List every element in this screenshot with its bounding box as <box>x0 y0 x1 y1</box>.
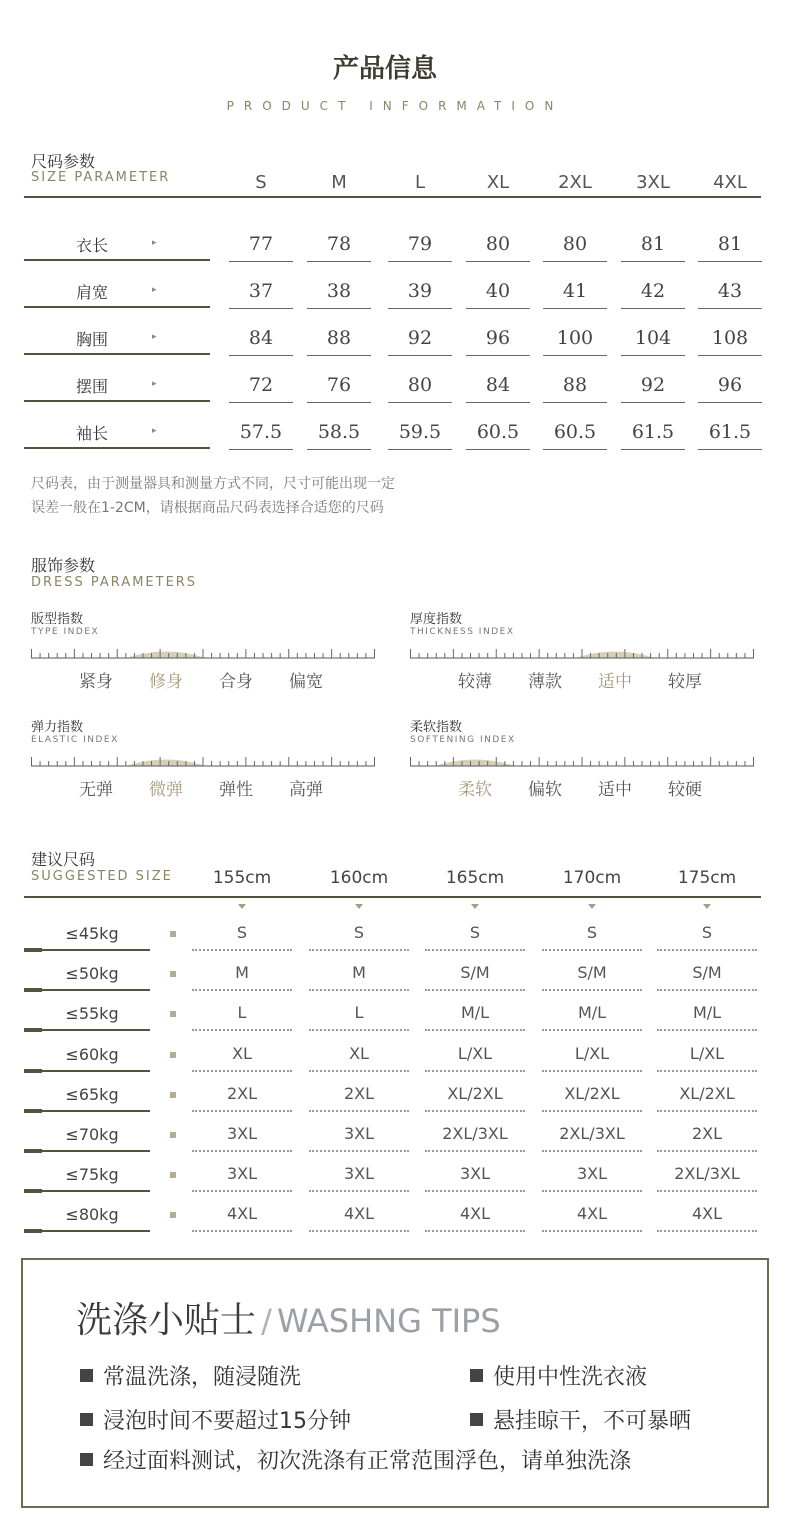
size-cell: 61.5 <box>708 421 752 443</box>
index-option: 较厚 <box>668 672 702 692</box>
index-option: 偏宽 <box>289 672 323 692</box>
size-cell-underline <box>229 261 293 262</box>
weight-label: ≤70kg <box>65 1125 119 1144</box>
suggested-cell: XL <box>232 1043 252 1063</box>
suggested-cell-dots <box>309 989 409 991</box>
row-arrow-icon: ▸ <box>152 332 157 342</box>
row-arrow-icon: ▸ <box>152 426 157 436</box>
page-subtitle: PRODUCT INFORMATION <box>226 99 564 113</box>
size-cell: 88 <box>326 327 352 349</box>
suggested-cell: 2XL/3XL <box>674 1164 740 1184</box>
suggested-cell-dots <box>657 1070 757 1072</box>
size-row-underline <box>24 353 210 355</box>
suggested-cell: 4XL <box>691 1204 723 1224</box>
weight-underline-accent <box>24 1109 42 1113</box>
row-bullet-icon <box>170 1011 176 1017</box>
index-title: 弹力指数 <box>31 720 84 735</box>
size-cell-underline <box>621 449 685 450</box>
suggested-divider <box>24 896 761 898</box>
size-cell-underline <box>698 355 762 356</box>
washing-heading <box>76 1292 501 1343</box>
index-selected-mark <box>435 760 515 767</box>
chevron-down-icon <box>355 904 363 909</box>
index-subtitle: ELASTIC INDEX <box>31 735 119 745</box>
size-cell-underline <box>543 308 607 309</box>
suggested-cell: 2XL <box>226 1083 258 1103</box>
suggested-cell: L <box>237 1003 247 1023</box>
size-cell-underline <box>621 355 685 356</box>
suggested-cell-dots <box>309 1230 409 1232</box>
suggested-subtitle: SUGGESTED SIZE <box>31 869 173 884</box>
size-cell-underline <box>466 449 530 450</box>
chevron-down-icon <box>471 904 479 909</box>
index-title: 厚度指数 <box>410 612 463 627</box>
weight-underline <box>24 1029 150 1031</box>
size-cell: 81 <box>717 233 743 255</box>
tip-bullet-icon <box>80 1453 93 1466</box>
tip-bullet-icon <box>80 1413 93 1426</box>
index-option: 柔软 <box>458 780 492 800</box>
washing-tip: 浸泡时间不要超过15分钟 <box>103 1409 351 1434</box>
size-header-3xl: 3XL <box>636 172 670 193</box>
washing-slash: / <box>261 1302 272 1340</box>
suggested-cell-dots <box>309 1150 409 1152</box>
weight-label: ≤75kg <box>65 1165 119 1185</box>
tip-bullet-icon <box>80 1369 93 1382</box>
suggested-cell: 4XL <box>576 1204 608 1224</box>
suggested-cell: 2XL/3XL <box>559 1124 625 1143</box>
suggested-cell: S <box>236 923 248 942</box>
size-cell-underline <box>229 308 293 309</box>
suggested-cell: S/M <box>577 963 607 983</box>
size-cell-underline <box>698 308 762 309</box>
size-cell-underline <box>621 402 685 403</box>
suggested-cell: XL <box>349 1043 369 1063</box>
weight-underline <box>24 1110 150 1112</box>
suggested-cell: 2XL <box>343 1083 375 1103</box>
chevron-down-icon <box>588 904 596 909</box>
suggested-cell: S/M <box>460 963 490 983</box>
size-cell: 76 <box>326 374 352 396</box>
row-bullet-icon <box>170 1212 176 1218</box>
index-scale <box>410 753 754 767</box>
row-bullet-icon <box>170 1132 176 1138</box>
suggested-cell-dots <box>192 1070 292 1072</box>
suggested-cell: M/L <box>692 1003 722 1023</box>
size-cell: 42 <box>640 280 666 302</box>
index-scale <box>31 753 375 767</box>
index-scale <box>410 645 754 659</box>
suggested-cell-dots <box>309 949 409 951</box>
index-subtitle: SOFTENING INDEX <box>410 735 516 745</box>
weight-label: ≤50kg <box>65 964 119 984</box>
suggested-cell: 4XL <box>459 1204 491 1224</box>
size-cell-underline <box>543 402 607 403</box>
washing-tip: 悬挂晾干，不可暴晒 <box>493 1409 692 1434</box>
size-row-label: 肩宽 <box>75 283 108 302</box>
suggested-cell: 3XL <box>459 1164 491 1184</box>
height-header: 165cm <box>445 868 505 888</box>
size-cell: 59.5 <box>398 421 442 443</box>
weight-underline-accent <box>24 988 42 992</box>
suggested-cell: S <box>353 923 365 942</box>
size-cell-underline <box>543 449 607 450</box>
suggested-cell: M/L <box>577 1003 607 1023</box>
size-cell-underline <box>698 449 762 450</box>
size-cell: 96 <box>485 327 511 349</box>
index-scale <box>31 645 375 659</box>
size-row-label: 衣长 <box>75 236 108 255</box>
index-title: 版型指数 <box>31 612 84 627</box>
suggested-cell-dots <box>425 1150 525 1152</box>
row-bullet-icon <box>170 931 176 937</box>
size-cell: 104 <box>634 327 672 349</box>
size-param-subtitle: SIZE PARAMETER <box>31 170 171 185</box>
suggested-cell: L/XL <box>574 1043 610 1063</box>
weight-label: ≤55kg <box>65 1004 119 1024</box>
index-option: 修身 <box>149 672 183 692</box>
size-cell-underline <box>621 261 685 262</box>
row-bullet-icon <box>170 1052 176 1058</box>
weight-underline-accent <box>24 1189 42 1193</box>
index-option: 较薄 <box>458 672 492 692</box>
size-header-l: L <box>414 172 426 193</box>
index-option: 适中 <box>598 672 632 692</box>
suggested-cell-dots <box>309 1110 409 1112</box>
size-cell: 72 <box>248 374 274 396</box>
index-option: 偏软 <box>528 780 562 800</box>
size-cell-underline <box>466 308 530 309</box>
suggested-cell-dots <box>192 1150 292 1152</box>
suggested-cell: 4XL <box>226 1204 258 1224</box>
weight-underline <box>24 989 150 991</box>
size-cell-underline <box>466 402 530 403</box>
suggested-cell-dots <box>542 1110 642 1112</box>
size-cell: 37 <box>248 280 274 302</box>
size-note-line2: 误差一般在1-2CM，请根据商品尺码表选择合适您的尺码 <box>31 500 384 516</box>
size-cell: 60.5 <box>476 421 520 443</box>
index-option: 较硬 <box>668 780 702 800</box>
size-cell: 80 <box>407 374 433 396</box>
size-cell-underline <box>307 355 371 356</box>
size-cell-underline <box>307 402 371 403</box>
suggested-cell-dots <box>425 1110 525 1112</box>
row-arrow-icon: ▸ <box>152 285 157 295</box>
suggested-cell-dots <box>192 1190 292 1192</box>
suggested-cell: S <box>586 923 598 942</box>
size-cell: 96 <box>717 374 743 396</box>
size-cell-underline <box>307 308 371 309</box>
suggested-cell-dots <box>542 1029 642 1031</box>
suggested-cell: S/M <box>692 963 722 983</box>
size-cell-underline <box>229 449 293 450</box>
suggested-cell-dots <box>542 949 642 951</box>
size-cell: 108 <box>711 327 749 349</box>
index-selected-mark <box>575 652 655 659</box>
size-cell: 79 <box>407 233 433 255</box>
suggested-cell: L <box>354 1003 364 1023</box>
size-row-underline <box>24 447 210 449</box>
suggested-cell-dots <box>425 989 525 991</box>
weight-label: ≤60kg <box>65 1044 119 1064</box>
suggested-cell-dots <box>657 949 757 951</box>
size-cell: 88 <box>562 374 588 396</box>
weight-label: ≤65kg <box>65 1084 119 1104</box>
size-cell: 81 <box>640 233 666 255</box>
washing-tips-box <box>21 1258 769 1508</box>
size-row-underline <box>24 400 210 402</box>
size-cell: 84 <box>485 374 511 396</box>
washing-tip: 经过面料测试，初次洗涤有正常范围浮色，请单独洗涤 <box>103 1449 632 1474</box>
suggested-cell-dots <box>192 989 292 991</box>
suggested-cell-dots <box>657 1029 757 1031</box>
size-row-underline <box>24 306 210 308</box>
size-cell-underline <box>229 355 293 356</box>
size-cell: 77 <box>248 233 274 255</box>
chevron-down-icon <box>238 904 246 909</box>
index-option: 适中 <box>598 780 632 800</box>
size-cell: 80 <box>485 233 511 255</box>
suggested-cell: 3XL <box>226 1124 258 1143</box>
suggested-cell-dots <box>425 1070 525 1072</box>
size-cell: 78 <box>326 233 352 255</box>
size-row-label: 胸围 <box>75 330 108 349</box>
suggested-cell: 2XL <box>691 1124 723 1143</box>
weight-underline <box>24 1230 150 1232</box>
size-cell: 60.5 <box>553 421 597 443</box>
size-cell-underline <box>388 355 452 356</box>
weight-underline <box>24 1190 150 1192</box>
weight-underline-accent <box>24 1149 42 1153</box>
index-title: 柔软指数 <box>410 720 463 735</box>
suggested-cell: M <box>352 963 366 983</box>
suggested-cell: L/XL <box>457 1043 493 1063</box>
size-cell-underline <box>388 308 452 309</box>
suggested-cell: XL/2XL <box>447 1083 503 1103</box>
row-bullet-icon <box>170 971 176 977</box>
size-cell: 58.5 <box>317 421 361 443</box>
washing-tip: 常温洗涤，随浸随洗 <box>103 1365 302 1390</box>
size-cell: 57.5 <box>239 421 283 443</box>
chevron-down-icon <box>703 904 711 909</box>
size-cell: 92 <box>407 327 433 349</box>
height-header: 170cm <box>562 868 622 888</box>
index-option: 薄款 <box>528 672 562 692</box>
weight-underline-accent <box>24 1028 42 1032</box>
size-cell-underline <box>543 261 607 262</box>
suggested-cell: 2XL/3XL <box>442 1124 508 1143</box>
weight-underline-accent <box>24 1069 42 1073</box>
weight-underline <box>24 1070 150 1072</box>
suggested-cell-dots <box>657 1230 757 1232</box>
size-row-label: 袖长 <box>75 424 108 443</box>
index-option: 弹性 <box>219 780 253 800</box>
size-cell-underline <box>698 261 762 262</box>
row-bullet-icon <box>170 1092 176 1098</box>
size-param-title: 尺码参数 <box>31 152 96 171</box>
suggested-cell: M <box>235 963 249 983</box>
suggested-cell: 3XL <box>226 1164 258 1184</box>
suggested-cell: L/XL <box>689 1043 725 1063</box>
height-header: 175cm <box>677 868 737 888</box>
size-cell-underline <box>543 355 607 356</box>
row-arrow-icon: ▸ <box>152 379 157 389</box>
washing-title-en: WASHNG TIPS <box>276 1302 501 1340</box>
suggested-cell-dots <box>192 949 292 951</box>
size-header-m: M <box>331 172 347 193</box>
size-row-underline <box>24 259 210 261</box>
index-option: 无弹 <box>79 780 113 800</box>
suggested-cell-dots <box>309 1190 409 1192</box>
suggested-cell: 3XL <box>343 1124 375 1143</box>
suggested-cell: 3XL <box>343 1164 375 1184</box>
size-cell: 43 <box>717 280 743 302</box>
suggested-cell-dots <box>657 1110 757 1112</box>
size-cell-underline <box>388 402 452 403</box>
size-cell: 100 <box>556 327 594 349</box>
weight-underline-accent <box>24 948 42 952</box>
size-cell-underline <box>466 261 530 262</box>
suggested-cell: 3XL <box>576 1164 608 1184</box>
size-cell: 40 <box>485 280 511 302</box>
suggested-cell-dots <box>657 1190 757 1192</box>
suggested-cell-dots <box>657 1150 757 1152</box>
size-cell-underline <box>388 449 452 450</box>
suggested-cell: S <box>701 923 713 942</box>
size-cell: 80 <box>562 233 588 255</box>
size-header-s: S <box>255 172 267 193</box>
size-cell-underline <box>388 261 452 262</box>
suggested-cell-dots <box>542 1150 642 1152</box>
suggested-cell-dots <box>425 949 525 951</box>
tip-bullet-icon <box>470 1413 483 1426</box>
suggested-cell: XL/2XL <box>679 1083 735 1103</box>
suggested-cell-dots <box>425 1029 525 1031</box>
suggested-cell: 4XL <box>343 1204 375 1224</box>
suggested-cell-dots <box>657 989 757 991</box>
index-option: 微弹 <box>149 780 183 800</box>
dress-param-subtitle: DRESS PARAMETERS <box>31 575 198 590</box>
size-cell: 92 <box>640 374 666 396</box>
suggested-cell-dots <box>542 1230 642 1232</box>
index-subtitle: THICKNESS INDEX <box>410 627 515 637</box>
index-subtitle: TYPE INDEX <box>31 627 100 637</box>
height-header: 155cm <box>212 868 272 888</box>
size-cell: 41 <box>562 280 588 302</box>
weight-label: ≤80kg <box>65 1205 119 1225</box>
row-bullet-icon <box>170 1172 176 1178</box>
size-cell-underline <box>698 402 762 403</box>
size-cell-underline <box>466 355 530 356</box>
dress-param-title: 服饰参数 <box>31 556 96 575</box>
suggested-cell-dots <box>542 989 642 991</box>
size-header-4xl: 4XL <box>713 172 747 193</box>
suggested-cell-dots <box>309 1070 409 1072</box>
suggested-cell-dots <box>309 1029 409 1031</box>
suggested-cell-dots <box>425 1230 525 1232</box>
index-option: 紧身 <box>79 672 113 692</box>
weight-underline <box>24 1150 150 1152</box>
tip-bullet-icon <box>470 1369 483 1382</box>
size-cell: 61.5 <box>631 421 675 443</box>
suggested-cell-dots <box>542 1070 642 1072</box>
washing-title: 洗涤小贴士 <box>76 1300 257 1341</box>
weight-label: ≤45kg <box>65 924 119 943</box>
size-note-line1: 尺码表，由于测量器具和测量方式不同，尺寸可能出现一定 <box>31 476 395 492</box>
size-cell-underline <box>229 402 293 403</box>
suggested-cell-dots <box>192 1029 292 1031</box>
suggested-cell-dots <box>192 1110 292 1112</box>
size-cell: 39 <box>407 280 433 302</box>
height-header: 160cm <box>329 868 389 888</box>
washing-tip: 使用中性洗衣液 <box>493 1365 648 1390</box>
suggested-cell: XL/2XL <box>564 1083 620 1103</box>
size-cell-underline <box>307 261 371 262</box>
suggested-cell: M/L <box>460 1003 490 1023</box>
suggested-cell-dots <box>542 1190 642 1192</box>
index-option: 高弹 <box>289 780 323 800</box>
suggested-title: 建议尺码 <box>31 850 96 869</box>
size-param-divider <box>24 196 761 198</box>
page-title: 产品信息 <box>332 54 437 84</box>
row-arrow-icon: ▸ <box>152 238 157 248</box>
size-cell: 84 <box>248 327 274 349</box>
index-option: 合身 <box>219 672 253 692</box>
size-header-xl: XL <box>486 172 510 193</box>
size-cell-underline <box>621 308 685 309</box>
suggested-cell: S <box>469 923 481 942</box>
size-row-label: 摆围 <box>75 377 108 396</box>
suggested-cell-dots <box>425 1190 525 1192</box>
size-header-2xl: 2XL <box>558 172 592 193</box>
suggested-cell-dots <box>192 1230 292 1232</box>
size-cell: 38 <box>326 280 352 302</box>
size-cell-underline <box>307 449 371 450</box>
weight-underline <box>24 949 150 951</box>
weight-underline-accent <box>24 1229 42 1233</box>
